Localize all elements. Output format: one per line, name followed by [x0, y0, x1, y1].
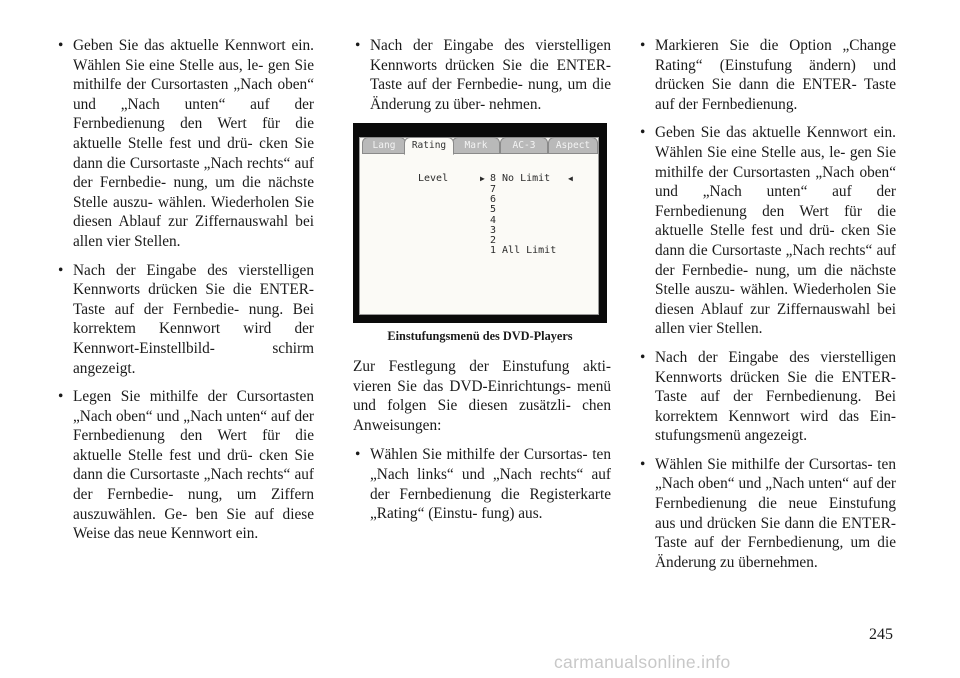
rating-option: 6: [490, 193, 497, 205]
rating-option: 4: [490, 214, 497, 226]
rating-option: 1 All Limit: [490, 245, 557, 257]
rating-option: 8 No Limit: [490, 173, 551, 185]
right-column: [638, 36, 896, 581]
list-item: • Nach der Eingabe des vierstelligen Kennworts drücken Sie die ENTER- Taste auf der Fernbedienung. Bei korrektem Kennwort wird das Ein- stufungsmenü angezeigt.: [638, 348, 896, 446]
dvd-rating-menu-figure: [353, 123, 607, 323]
list-item: • Wählen Sie mithilfe der Cursortas- ten „Nach links“ und „Nach rechts“ auf der Fernbedienung die Registerkarte „Rating“ (Einstu- fung) aus.: [353, 445, 611, 523]
tab-rating: Rating: [404, 137, 454, 155]
rating-option: 7: [490, 183, 497, 195]
rating-option: 2: [490, 235, 497, 247]
list-item: • Wählen Sie mithilfe der Cursortas- ten „Nach oben“ und „Nach unten“ auf der Fernbedienung die neue Einstufung aus und drücken Sie dann die ENTER-Taste auf der Fernbedienung, um die Änderung zu übernehmen.: [638, 455, 896, 573]
list-item: • Legen Sie mithilfe der Cursortasten „Nach oben“ und „Nach unten“ auf der Fernbedienung den Wert für die aktuelle Stelle fest und drü- cken Sie dann die Cursortaste „Nach rechts“ auf der Fernbedie- nung, um Ziffern auszuwählen. Ge- ben Sie auf diese Weise das neue Kennwort ein.: [56, 387, 314, 544]
tab-mark: Mark: [452, 137, 500, 154]
instruction-list: [56, 36, 314, 544]
tab-lang: Lang: [362, 137, 406, 154]
instruction-list: [638, 36, 896, 572]
dvd-setup-screen: [359, 137, 599, 315]
list-item: • Geben Sie das aktuelle Kennwort ein. Wählen Sie eine Stelle aus, le- gen Sie mithilfe der Cursortasten „Nach oben“ und „Nach unten“ auf der Fernbedienung den Wert für die aktuelle Stelle fest und drü- cken Sie dann die Cursortaste „Nach rechts“ auf der Fernbedie- nung, um die nächste Stelle auszu- wählen. Wiederholen Sie diesen Ablauf zur Ziffernauswahl bei allen vier Stellen.: [638, 123, 896, 339]
rating-option: 3: [490, 224, 497, 236]
watermark: carmanualsonline.info: [554, 652, 731, 672]
tab-aspect: Aspect: [548, 137, 598, 154]
arrow-left-icon: ◀: [568, 174, 573, 184]
instruction-list: [353, 36, 611, 114]
rating-level-menu: [418, 173, 573, 308]
page-number: 245: [869, 626, 893, 643]
left-column: [56, 36, 314, 553]
figure-caption: Einstufungsmenü des DVD-Players: [387, 329, 573, 344]
list-item: • Nach der Eingabe des vierstelligen Kennworts drücken Sie die ENTER-Taste auf der Fernbedie- nung, um die Änderung zu über- nehmen.: [353, 36, 611, 114]
list-item: • Markieren Sie die Option „Change Rating“ (Einstufung ändern) und drücken Sie dann die ENTER- Taste auf der Fernbedienung.: [638, 36, 896, 114]
rating-option: 5: [490, 204, 497, 216]
tab-ac3: AC-3: [500, 137, 548, 154]
list-item: • Geben Sie das aktuelle Kennwort ein. Wählen Sie eine Stelle aus, le- gen Sie mithilfe der Cursortasten „Nach oben“ und „Nach unten“ auf der Fernbedienung den Wert für die aktuelle Stelle fest und drü- cken Sie dann die Cursortaste „Nach rechts“ auf der Fernbedie- nung, um die nächste Stelle auszu- wählen. Wiederholen Sie diesen Ablauf zur Ziffernauswahl bei allen vier Stellen.: [56, 36, 314, 252]
middle-column: [353, 36, 611, 533]
level-label: Level: [418, 173, 449, 185]
instruction-list: [353, 445, 611, 523]
arrow-right-icon: ▶: [480, 174, 485, 184]
paragraph: Zur Festlegung der Einstufung akti- vieren Sie das DVD-Einrichtungs- menü und folgen Sie diesen zusätzli- chen Anweisungen:: [353, 357, 611, 434]
setup-tabs: [360, 137, 600, 153]
list-item: • Nach der Eingabe des vierstelligen Kennworts drücken Sie die ENTER-Taste auf der Fernbedie- nung. Bei korrektem Kennwort wird der Kennwort-Einstellbild- schirm angezeigt.: [56, 261, 314, 379]
